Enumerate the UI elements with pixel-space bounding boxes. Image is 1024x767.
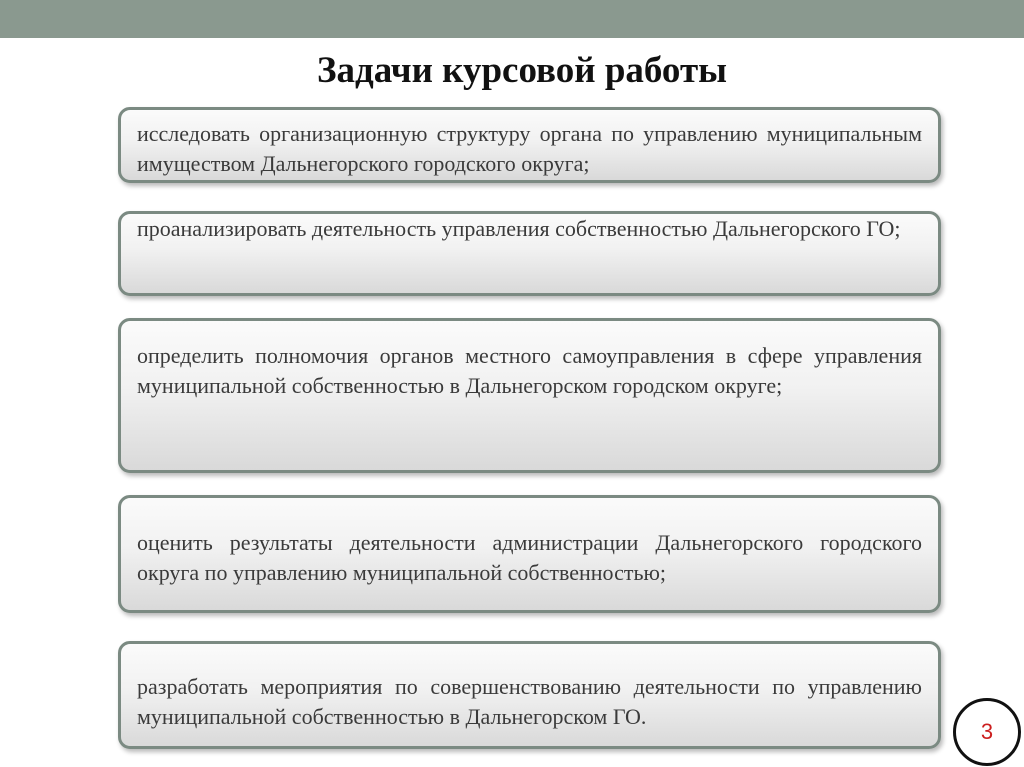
task-box-1: [118, 107, 941, 183]
page-number: 3: [980, 719, 994, 744]
task-text-4: оценить результаты деятельности администрации Дальнегорского городского округа по управлению муниципальной собственностью;: [137, 530, 922, 585]
task-box-2: [118, 211, 941, 296]
top-bar: [0, 0, 1024, 38]
task-box-4: [118, 495, 941, 613]
task-text-3: определить полномочия органов местного самоуправления в сфере управления муниципальной собственностью в Дальнегорском городском округе;: [137, 343, 922, 398]
slide-title: Задачи курсовой работы: [316, 50, 728, 91]
task-text-2: проанализировать деятельность управления собственностью Дальнегорского ГО;: [137, 216, 901, 241]
task-text-5: разработать мероприятия по совершенствованию деятельности по управлению муниципальной собственностью в Дальнегорском ГО.: [137, 674, 922, 729]
task-box-3: [118, 318, 941, 473]
task-box-5: [118, 641, 941, 749]
task-text-1: исследовать организационную структуру органа по управлению муниципальным имуществом Дальнегорского городского округа;: [137, 121, 922, 176]
page-number-badge: [953, 698, 1021, 766]
